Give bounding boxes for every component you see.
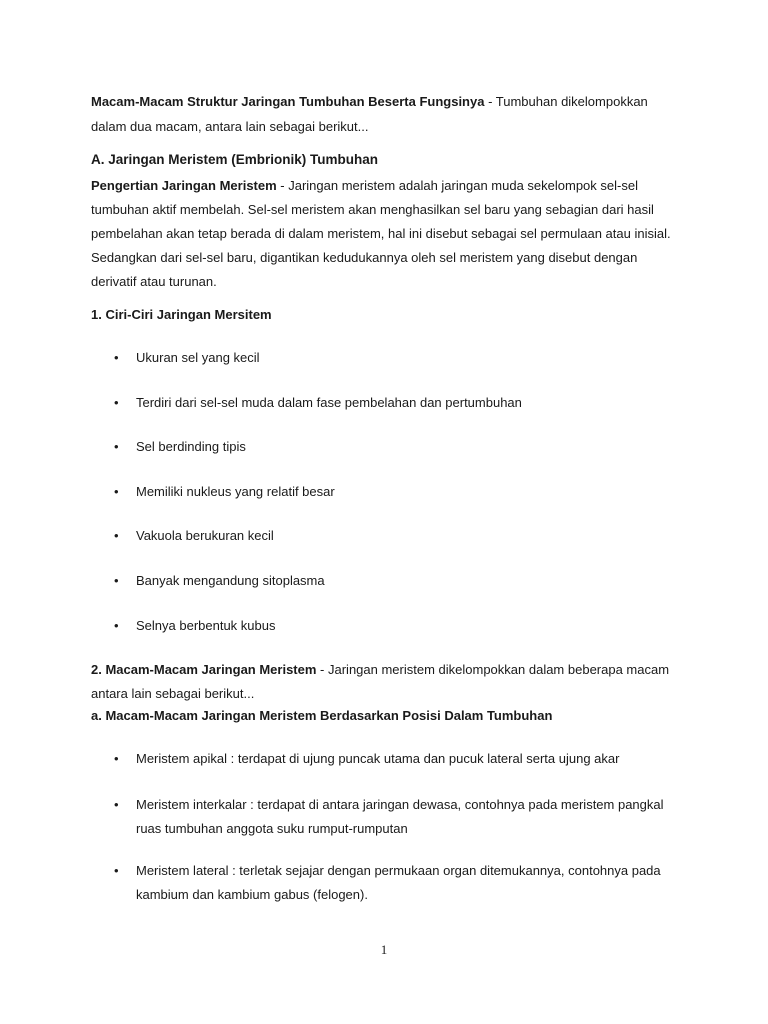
list-item: • Sel berdinding tipis: [91, 435, 681, 459]
bullet-icon: •: [114, 797, 119, 812]
intro-text: - Tumbuhan dikelompokkan dalam dua macam, antara lain sebagai berikut...: [91, 94, 648, 134]
bullet-icon: •: [114, 863, 119, 878]
list-item: • Meristem lateral : terletak sejajar dengan permukaan organ ditemukannya, contohnya pada kambium dan kambium gabus (felogen).: [91, 859, 681, 907]
bullet-icon: •: [114, 528, 119, 543]
section-2-title: 2. Macam-Macam Jaringan Meristem: [91, 662, 317, 677]
list-item: • Vakuola berukuran kecil: [91, 524, 681, 548]
bullet-icon: •: [114, 618, 119, 633]
section-a-heading: A. Jaringan Meristem (Embrionik) Tumbuhan: [91, 152, 379, 167]
bullet-icon: •: [114, 573, 119, 588]
list-item: • Memiliki nukleus yang relatif besar: [91, 480, 681, 504]
section-2-paragraph: [91, 658, 681, 706]
list-item: • Terdiri dari sel-sel muda dalam fase pembelahan dan pertumbuhan: [91, 391, 681, 415]
intro-title: Macam-Macam Struktur Jaringan Tumbuhan Beserta Fungsinya: [91, 94, 485, 109]
bullet-icon: •: [114, 484, 119, 499]
bullet-icon: •: [114, 439, 119, 454]
list-item: • Selnya berbentuk kubus: [91, 614, 681, 638]
list-item: • Ukuran sel yang kecil: [91, 346, 681, 370]
section-2-text: - Jaringan meristem dikelompokkan dalam beberapa macam antara lain sebagai berikut...: [91, 662, 670, 701]
definition-title: Pengertian Jaringan Meristem: [91, 178, 277, 193]
section-2a-heading: a. Macam-Macam Jaringan Meristem Berdasarkan Posisi Dalam Tumbuhan: [91, 708, 553, 723]
list-item: • Meristem apikal : terdapat di ujung puncak utama dan pucuk lateral serta ujung akar: [91, 747, 681, 771]
page-number: 1: [380, 942, 388, 957]
definition-text: - Jaringan meristem adalah jaringan muda sekelompok sel-sel tumbuhan aktif membelah. Sel-sel meristem akan menghasilkan sel baru yang sebagian dari hasil pembelahan akan tetap berada di dalam meristem, hal ini disebut sebagai sel permulaan atau inisial. Sedangkan dari sel-sel baru, digantikan kedudukannya oleh sel meristem yang disebut dengan derivatif atau turunan.: [91, 178, 671, 289]
bullet-icon: •: [114, 395, 119, 410]
bullet-icon: •: [114, 350, 119, 365]
bullet-icon: •: [114, 751, 119, 766]
section-1-heading: 1. Ciri-Ciri Jaringan Mersitem: [91, 307, 272, 322]
list-item: • Banyak mengandung sitoplasma: [91, 569, 681, 593]
list-item: • Meristem interkalar : terdapat di antara jaringan dewasa, contohnya pada meristem pangkal ruas tumbuhan anggota suku rumput-rumputan: [91, 793, 681, 841]
meristem-definition-paragraph: [91, 174, 681, 294]
intro-paragraph: [91, 89, 681, 139]
